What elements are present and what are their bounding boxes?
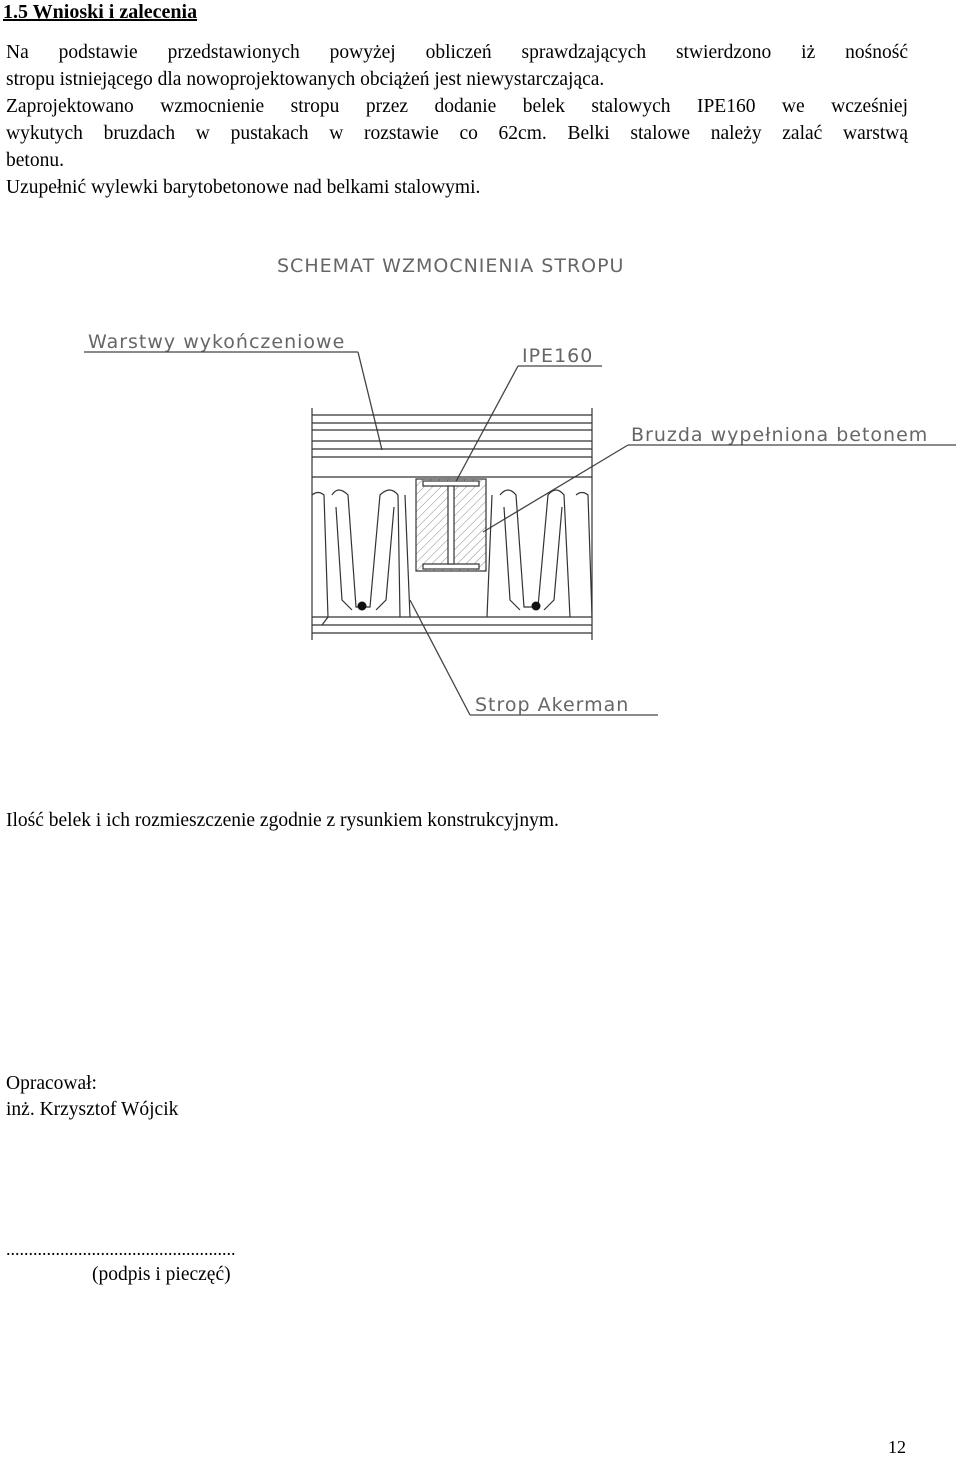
paragraph-line: wykutych bruzdach w pustakach w rozstawie co 62cm. Belki stalowe należy zalać warstwą	[6, 123, 908, 144]
signature-line: ...................................................	[6, 1239, 236, 1259]
paragraph-line: Zaprojektowano wzmocnienie stropu przez dodanie belek stalowych IPE160 we wcześniej	[6, 96, 908, 117]
slab-label: Strop Akerman	[475, 694, 630, 716]
rebar-dot	[532, 602, 541, 611]
groove-label: Bruzda wypełniona betonem	[631, 424, 929, 446]
schematic-drawing	[80, 245, 960, 725]
beam-label: IPE160	[522, 345, 594, 367]
reinforcement-schematic	[80, 245, 960, 725]
slab-bottom	[312, 617, 592, 633]
rebar-dot	[358, 602, 367, 611]
concrete-groove	[416, 479, 486, 571]
beam-leader	[453, 366, 518, 487]
paragraph-line: Uzupełnić wylewki barytobetonowe nad belkami stalowymi.	[6, 177, 481, 198]
conclusions-paragraph	[6, 39, 908, 201]
signature-caption: (podpis i pieczęć)	[92, 1264, 231, 1285]
paragraph-line: betonu.	[6, 150, 64, 171]
page-number: 12	[888, 1437, 906, 1457]
paragraph-line: stropu istniejącego dla nowoprojektowanych obciążeń jest niewystarczająca.	[6, 69, 605, 90]
section-heading: 1.5 Wnioski i zalecenia	[3, 1, 198, 23]
finish-layers-leader	[358, 352, 382, 450]
author-label: Opracował:	[6, 1073, 97, 1094]
paragraph-line: Na podstawie przedstawionych powyżej obliczeń sprawdzających stwierdzono iż nośność	[6, 42, 908, 63]
finish-layers-label: Warstwy wykończeniowe	[88, 331, 346, 353]
author-name: inż. Krzysztof Wójcik	[6, 1099, 179, 1120]
layout-note: Ilość belek i ich rozmieszczenie zgodnie z rysunkiem konstrukcyjnym.	[6, 810, 559, 831]
schematic-title: SCHEMAT WZMOCNIENIA STROPU	[277, 255, 625, 277]
